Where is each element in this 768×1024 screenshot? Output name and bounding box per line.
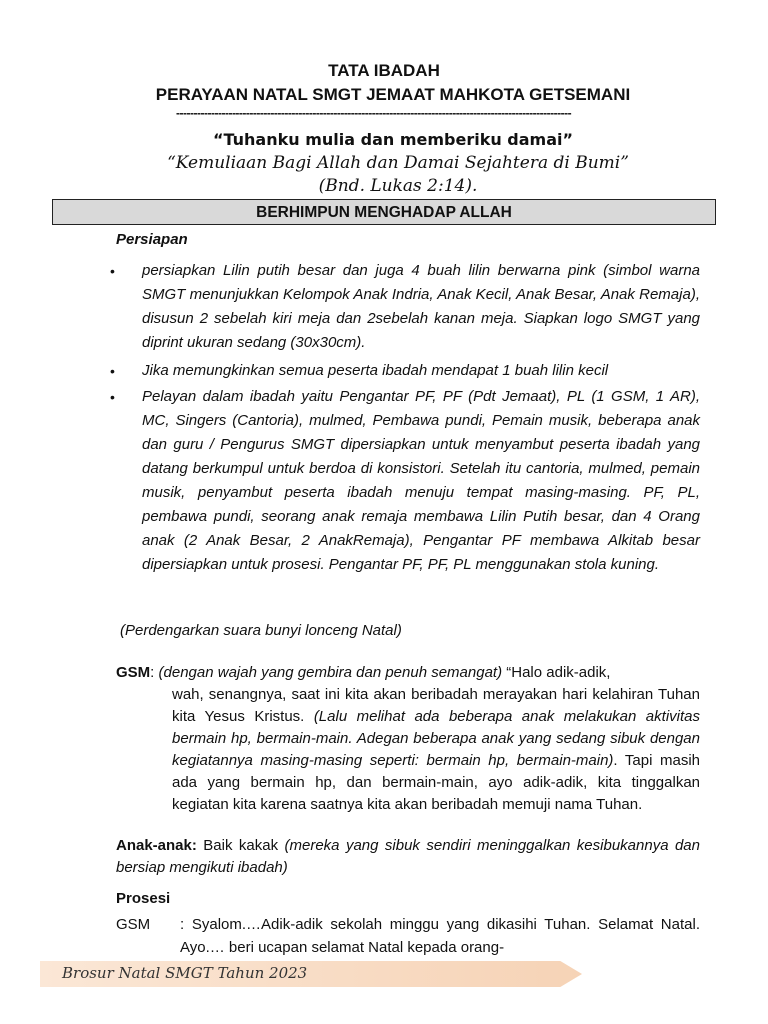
anak-dialogue xyxy=(116,835,700,879)
footer-text: Brosur Natal SMGT Tahun 2023 xyxy=(62,964,308,982)
bullet-icon: • xyxy=(110,363,115,379)
prosesi-heading: Prosesi xyxy=(116,890,171,907)
bullet-icon: • xyxy=(110,389,115,405)
title-divider: ----------------------------------------------------------------------------------------------------------------- xyxy=(176,106,572,120)
list-item xyxy=(108,359,700,383)
dialogue-text: “Halo adik-adik, xyxy=(502,664,611,681)
document-subtitle: PERAYAAN NATAL SMGT JEMAAT MAHKOTA GETSEMANI xyxy=(155,85,631,104)
speaker-label: GSM xyxy=(116,916,151,933)
prosesi-dialogue xyxy=(116,913,700,959)
speaker-colon: : xyxy=(150,664,155,681)
document-title: TATA IBADAH xyxy=(328,61,440,80)
bell-instruction: (Perdengarkan suara bunyi lonceng Natal) xyxy=(120,622,402,639)
stage-direction: (dengan wajah yang gembira dan penuh semangat) xyxy=(158,664,503,681)
list-item-text: Pelayan dalam ibadah yaitu Pengantar PF, PF (Pdt Jemaat), PL (1 GSM, 1 AR), MC, Singers (Cantoria), mulmed, Pembawa pundi, Pemain musik, beberapa anak dan guru / Pengurus SMGT dipersiapkan untuk menyambut peserta ibadah yang datang berkumpul untuk berdoa di konsistori. Setelah itu cantoria, mulmed, pemain musik, penyambut peserta ibadah menuju tempat masing-masing. PF, PL, pembawa pundi, seorang anak remaja membawa Lilin Putih besar, dan 4 Orang anak (2 Anak Besar, 2 AnakRemaja), Pengantar PF membawa Alkitab besar dipersiapkan untuk prosesi. Pengantar PF, PF, PL menggunakan stola kuning. xyxy=(142,388,700,573)
bullet-icon: • xyxy=(110,263,115,279)
stage-direction: (Lalu melihat ada beberapa anak melakukan aktivitas bermain hp, bermain-main. Adegan beberapa anak yang sedang sibuk dengan kegiatannya masing-masing seperti: bermain hp, bermain-main) xyxy=(172,708,700,769)
speaker-label: GSM xyxy=(116,664,151,681)
section-heading: BERHIMPUN MENGHADAP ALLAH xyxy=(52,199,716,225)
list-item xyxy=(108,385,700,577)
persiapan-heading: Persiapan xyxy=(116,231,188,248)
list-item-text: Jika memungkinkan semua peserta ibadah mendapat 1 buah lilin kecil xyxy=(142,362,609,379)
dialogue-continuation xyxy=(116,684,700,816)
speaker-label: Anak-anak: xyxy=(116,837,197,854)
stage-direction: (mereka yang sibuk sendiri meninggalkan kesibukannya dan bersiap mengikuti ibadah) xyxy=(116,837,700,876)
verse-line: “Kemuliaan Bagi Allah dan Damai Sejahtera di Bumi” xyxy=(167,153,629,173)
list-item-text: persiapkan Lilin putih besar dan juga 4 buah lilin berwarna pink (simbol warna SMGT menunjukkan Kelompok Anak Indria, Anak Kecil, Anak Besar, Anak Remaja), disusun 2 sebelah kiri meja dan 2sebelah kanan meja. Siapkan logo SMGT yang diprint ukuran sedang (30x30cm). xyxy=(142,262,700,351)
verse-reference: (Bnd. Lukas 2:14). xyxy=(318,176,478,196)
dialogue-text: Baik kakak xyxy=(196,837,285,854)
list-item xyxy=(108,259,700,355)
persiapan-list xyxy=(108,259,700,577)
theme-line: “Tuhanku mulia dan memberiku damai” xyxy=(212,130,574,149)
dialogue-text: . Tapi masih ada yang bermain hp, dan bermain-main, ayo adik-adik, kita tinggalkan kegiatan kita karena saatnya kita akan beribadah memuji nama Tuhan. xyxy=(172,752,700,813)
gsm-dialogue xyxy=(116,662,700,816)
dialogue-text: : Syalom.…Adik-adik sekolah minggu yang dikasihi Tuhan. Selamat Natal. Ayo.… beri ucapan selamat Natal kepada orang- xyxy=(180,916,700,956)
dialogue-text: wah, senangnya, saat ini kita akan beribadah merayakan hari kelahiran Tuhan kita Yesus Kristus. xyxy=(172,686,700,725)
